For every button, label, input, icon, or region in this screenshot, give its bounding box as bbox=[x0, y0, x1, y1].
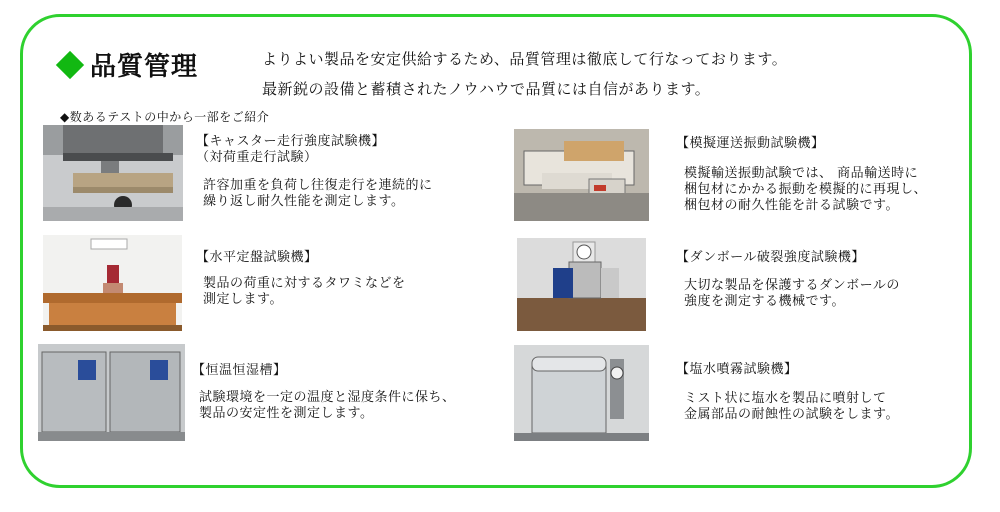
machine-1-name: 【キャスター走行強度試験機】 （対荷重走行試験） bbox=[196, 134, 386, 165]
diamond-bullet-icon bbox=[56, 50, 84, 78]
salt-spray-test-photo bbox=[514, 345, 649, 441]
machine-4-description: 大切な製品を保護するダンボールの 強度を測定する機械です。 bbox=[684, 278, 900, 309]
page-title: 品質管理 bbox=[90, 52, 199, 82]
machine-3-name: 【水平定盤試験機】 bbox=[196, 250, 318, 265]
intro-line-2: 最新鋭の設備と蓄積されたノウハウで品質には自信があります。 bbox=[262, 80, 711, 98]
machine-5-name: 【恒温恒湿槽】 bbox=[192, 363, 287, 378]
surface-plate-test-photo bbox=[43, 235, 182, 331]
machine-1-description: 許容加重を負荷し往復走行を連続的に 繰り返し耐久性能を測定します。 bbox=[203, 178, 433, 209]
section-heading bbox=[56, 46, 198, 83]
machine-2-description: 模擬輸送振動試験では、 商品輸送時に 梱包材にかかる振動を模擬的に再現し、 梱包材の耐久性能を計る試験です。 bbox=[684, 166, 928, 213]
vibration-test-photo bbox=[514, 129, 649, 221]
intro-line-1: よりよい製品を安定供給するため、品質管理は徹底して行なっております。 bbox=[262, 50, 788, 68]
humidity-chamber-photo bbox=[38, 344, 185, 441]
caster-test-photo bbox=[43, 125, 183, 221]
machine-6-name: 【塩水噴霧試験機】 bbox=[676, 362, 798, 377]
machine-4-name: 【ダンボール破裂強度試験機】 bbox=[676, 250, 865, 265]
intro-note: ◆数あるテストの中から一部をご紹介 bbox=[60, 110, 270, 124]
machine-5-description: 試験環境を一定の温度と湿度条件に保ち、 製品の安定性を測定します。 bbox=[199, 390, 456, 421]
machine-2-name: 【模擬運送振動試験機】 bbox=[676, 136, 825, 151]
machine-6-description: ミスト状に塩水を製品に噴射して 金属部品の耐蝕性の試験をします。 bbox=[684, 391, 899, 422]
burst-strength-test-photo bbox=[517, 238, 646, 331]
machine-3-description: 製品の荷重に対するタワミなどを 測定します。 bbox=[203, 276, 406, 307]
